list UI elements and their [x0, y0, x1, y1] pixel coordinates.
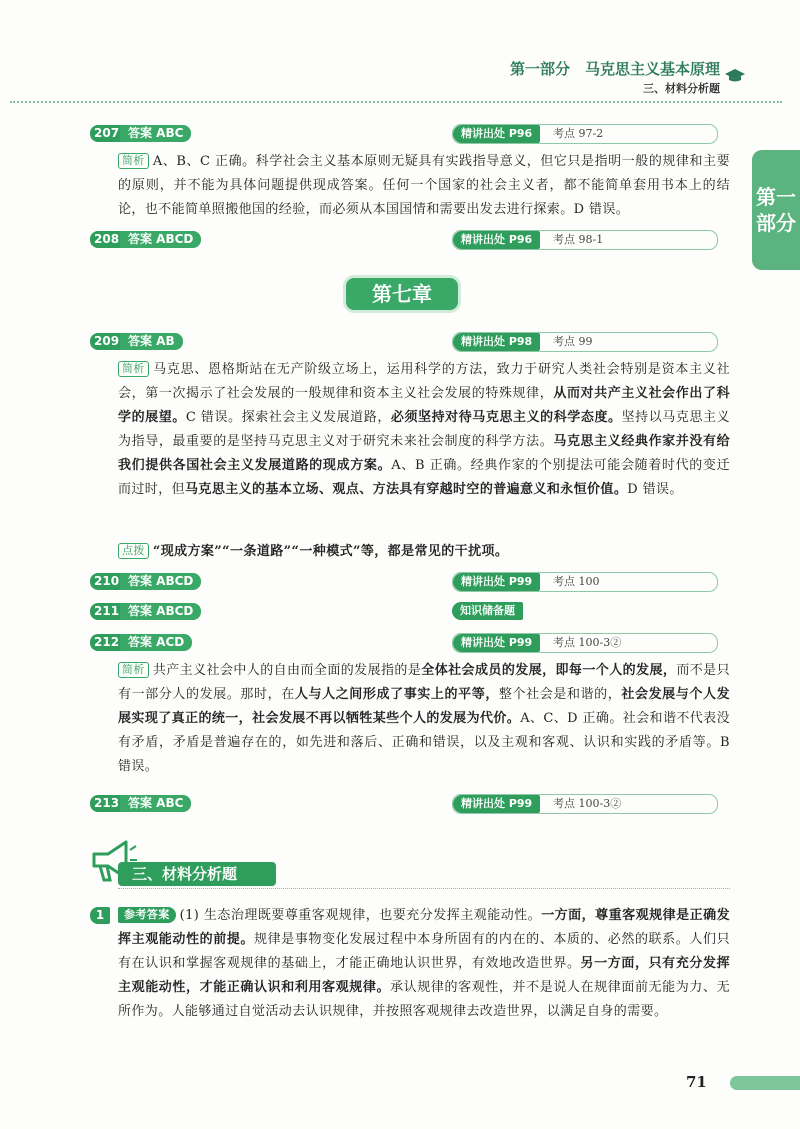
- question-number: 208: [90, 231, 123, 248]
- analysis-text: 而不是只有一部分人的发展。那时，在: [118, 663, 730, 702]
- reference-box: [452, 633, 718, 653]
- reference-answer-badge: 参考答案: [118, 907, 176, 923]
- question-number: 207: [90, 125, 123, 142]
- section-divider: [118, 888, 730, 889]
- header-part-title: 第一部分 马克思主义基本原理: [509, 60, 720, 78]
- answer-text: (1) 生态治理既要尊重客观规律，也要充分发挥主观能动性。: [179, 908, 542, 923]
- answer-badge: 答案 ABC: [120, 795, 191, 812]
- reference-box: [452, 332, 718, 352]
- reference-tag: 精讲出处 P96: [453, 231, 540, 249]
- question-number: 211: [90, 603, 123, 620]
- answer-row-211: [90, 602, 730, 622]
- analysis-bold: 社会发展与个人发展实现了真正的统一，社会发展不再以牺牲某些个人的发展为代价。: [118, 687, 730, 726]
- reference-tag: 精讲出处 P98: [453, 333, 540, 351]
- analysis-209: [118, 358, 730, 502]
- answer-bold: 一方面，尊重客观规律是正确发挥主观能动性的前提。: [118, 908, 730, 947]
- question-number: 212: [90, 634, 123, 651]
- analysis-212: [118, 659, 730, 779]
- chapter-title: 第七章: [346, 278, 458, 310]
- exam-point: 考点 100-3②: [553, 636, 622, 649]
- analysis-text: 整个社会是和谐的，: [498, 687, 622, 702]
- exam-point: 考点 100-3②: [553, 797, 622, 810]
- analysis-text: 马克思、恩格斯站在无产阶级立场上，运用科学的方法，致力于研究人类社会特别是资本主义社会，第一次揭示了社会发展的一般规律和资本主义社会发展的特殊规律，: [118, 362, 730, 401]
- analysis-text: A、C、D 正确。社会和谐不代表没有矛盾，矛盾是普遍存在的，如先进和落后、正确和错误，以及主观和客观、认识和实践的矛盾等。B 错误。: [118, 711, 730, 774]
- answer-badge: 答案 ABCD: [120, 603, 201, 620]
- question-number: 210: [90, 573, 123, 590]
- material-answer-1: [118, 904, 730, 1024]
- answer-badge: 答案 ABCD: [120, 231, 201, 248]
- side-tab-line2: 部分: [756, 211, 796, 235]
- analysis-text: D 错误。: [627, 482, 683, 497]
- answer-badge: 答案 ABCD: [120, 573, 201, 590]
- analysis-text: 坚持以马克思主义为指导，最重要的是坚持马克思主义对于研究未来社会制度的科学方法。: [118, 410, 730, 449]
- exam-point: 考点 98-1: [553, 233, 604, 246]
- question-number: 213: [90, 795, 123, 812]
- reference-tag: 精讲出处 P99: [453, 634, 540, 652]
- analysis-207: [118, 150, 730, 222]
- analysis-bold: 必须坚持对待马克思主义的科学态度。: [390, 410, 622, 425]
- answer-row-212: [90, 633, 730, 653]
- exam-point: 考点 99: [553, 335, 593, 348]
- graduation-cap-icon: [724, 68, 746, 84]
- analysis-bold: 马克思主义经典作家并没有给我们提供各国社会主义发展道路的现成方案。: [118, 434, 730, 473]
- side-tab-line1: 第一: [756, 185, 796, 209]
- answer-badge: 答案 AB: [120, 333, 183, 350]
- answer-bold: 另一方面，只有充分发挥主观能动性，才能正确认识和利用客观规律。: [118, 956, 730, 995]
- analysis-text: A、B、C 正确。科学社会主义基本原则无疑具有实践指导意义，但它只是指明一般的规律和主要的原则，并不能为具体问题提供现成答案。任何一个国家的社会主义者，都不能简单套用书本上的结论，也不能简单照搬他国的经验，而必须从本国国情和需要出发去进行探索。D 错误。: [118, 154, 730, 217]
- question-number: 209: [90, 333, 123, 350]
- section-title: 三、材料分析题: [118, 862, 276, 886]
- reference-tag: 精讲出处 P99: [453, 795, 540, 813]
- analysis-text: A、B 正确。经典作家的个别提法可能会随着时代的变迁而过时，但: [118, 458, 730, 497]
- reference-box: [452, 572, 718, 592]
- analysis-label: 简析: [118, 361, 149, 377]
- tip-text: “现成方案”“一条道路”“一种模式”等，都是常见的干扰项。: [152, 544, 509, 559]
- tip-209: [118, 540, 730, 564]
- knowledge-reserve-tag: 知识储备题: [452, 602, 523, 620]
- exam-point: 考点 97-2: [553, 127, 604, 140]
- reference-box: [452, 230, 718, 250]
- analysis-text: C 错误。探索社会主义发展道路，: [185, 410, 391, 425]
- answer-row-210: [90, 572, 730, 592]
- reference-box: [452, 602, 716, 620]
- analysis-text: 共产主义社会中人的自由而全面的发展指的是: [152, 663, 422, 678]
- page-number-tab: [730, 1076, 800, 1090]
- reference-box: [452, 794, 718, 814]
- answer-row-207: [90, 124, 730, 144]
- answer-text: 规律是事物变化发展过程中本身所固有的内在的、本质的、必然的联系。人们只有在认识和掌握客观规律的基础上，才能正确地认识世界，有效地改造世界。: [118, 932, 730, 971]
- question-number: 1: [90, 907, 110, 924]
- answer-text: 承认规律的客观性，并不是说人在规律面前无能为力、无所作为。人能够通过自觉活动去认识规律，并按照客观规律去改造世界，以满足自身的需要。: [118, 980, 730, 1019]
- analysis-bold: 从而对共产主义社会作出了科学的展望。: [118, 386, 730, 425]
- exam-point: 考点 100: [553, 575, 600, 588]
- answer-row-213: [90, 794, 730, 814]
- analysis-label: 简析: [118, 662, 149, 678]
- page-number: 71: [686, 1073, 707, 1091]
- answer-badge: 答案 ABC: [120, 125, 191, 142]
- reference-tag: 精讲出处 P96: [453, 125, 540, 143]
- analysis-bold: 马克思主义的基本立场、观点、方法具有穿越时空的普遍意义和永恒价值。: [185, 482, 628, 497]
- analysis-bold: 人与人之间形成了事实上的平等，: [294, 687, 499, 702]
- analysis-bold: 全体社会成员的发展，即每一个人的发展，: [421, 663, 677, 678]
- answer-row-208: [90, 230, 730, 250]
- analysis-label: 简析: [118, 153, 149, 169]
- answer-row-209: [90, 332, 730, 352]
- reference-tag: 精讲出处 P99: [453, 573, 540, 591]
- answer-badge: 答案 ACD: [120, 634, 192, 651]
- part-side-tab: [752, 150, 800, 270]
- reference-box: [452, 124, 718, 144]
- header-divider: [10, 101, 782, 103]
- header-section-title: 三、材料分析题: [643, 82, 720, 95]
- tip-label: 点拨: [118, 543, 149, 559]
